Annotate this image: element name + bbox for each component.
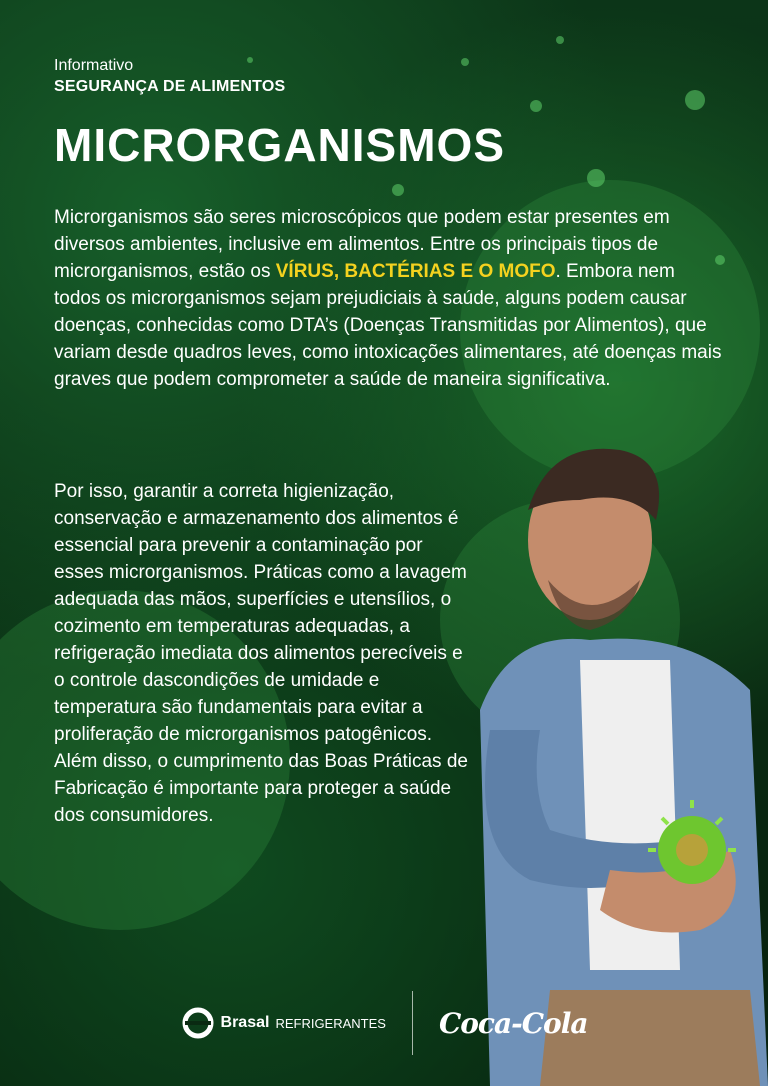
brasal-name: Brasal — [220, 1014, 270, 1031]
brasal-logo-icon — [181, 1006, 215, 1040]
header — [54, 56, 285, 98]
intro-text-part2: . Embora nem todos os microrganismos sejam prejudiciais à saúde, alguns podem causar doenças, conhecidas como DTA’s (Doenças Transmitidas por Alimentos), que variam desde quadros leves, como intoxicações alimentares, até doenças mais graves que podem comprometer a saúde de maneira significativa. — [54, 261, 722, 390]
intro-paragraph — [54, 204, 724, 393]
footer-logos — [0, 988, 768, 1058]
logo-divider — [412, 991, 413, 1055]
prevention-paragraph: Por isso, garantir a correta higienização, conservação e armazenamento dos alimentos é essencial para prevenir a contaminação por esses microrganismos. Práticas como a lavagem adequada das mãos, superfícies e utensílios, o cozimento em temperaturas adequadas, a refrigeração imediata dos alimentos perecíveis e o controle dascondições de umidade e temperatura são fundamentais para evitar a proliferação de microrganismos patogênicos. Além disso, o cumprimento das Boas Práticas de Fabricação é importante para proteger a saúde dos consumidores. — [54, 481, 468, 826]
highlight-text: VÍRUS, BACTÉRIAS E O MOFO — [275, 261, 556, 282]
page-title: MICRORGANISMOS — [54, 119, 505, 171]
section-heading: SEGURANÇA DE ALIMENTOS — [54, 78, 286, 95]
coca-cola-logo: Coca-Cola — [438, 1006, 588, 1040]
eyebrow-text: Informativo — [54, 57, 134, 74]
intro-text-part1: Microrganismos são seres microscópicos que podem estar presentes em diversos ambientes, inclusive em alimentos. Entre os principais tipos de microrganismos, estão os — [54, 207, 670, 282]
brasal-subtitle: REFRIGERANTES — [275, 1015, 386, 1031]
brasal-logo — [181, 1006, 386, 1040]
